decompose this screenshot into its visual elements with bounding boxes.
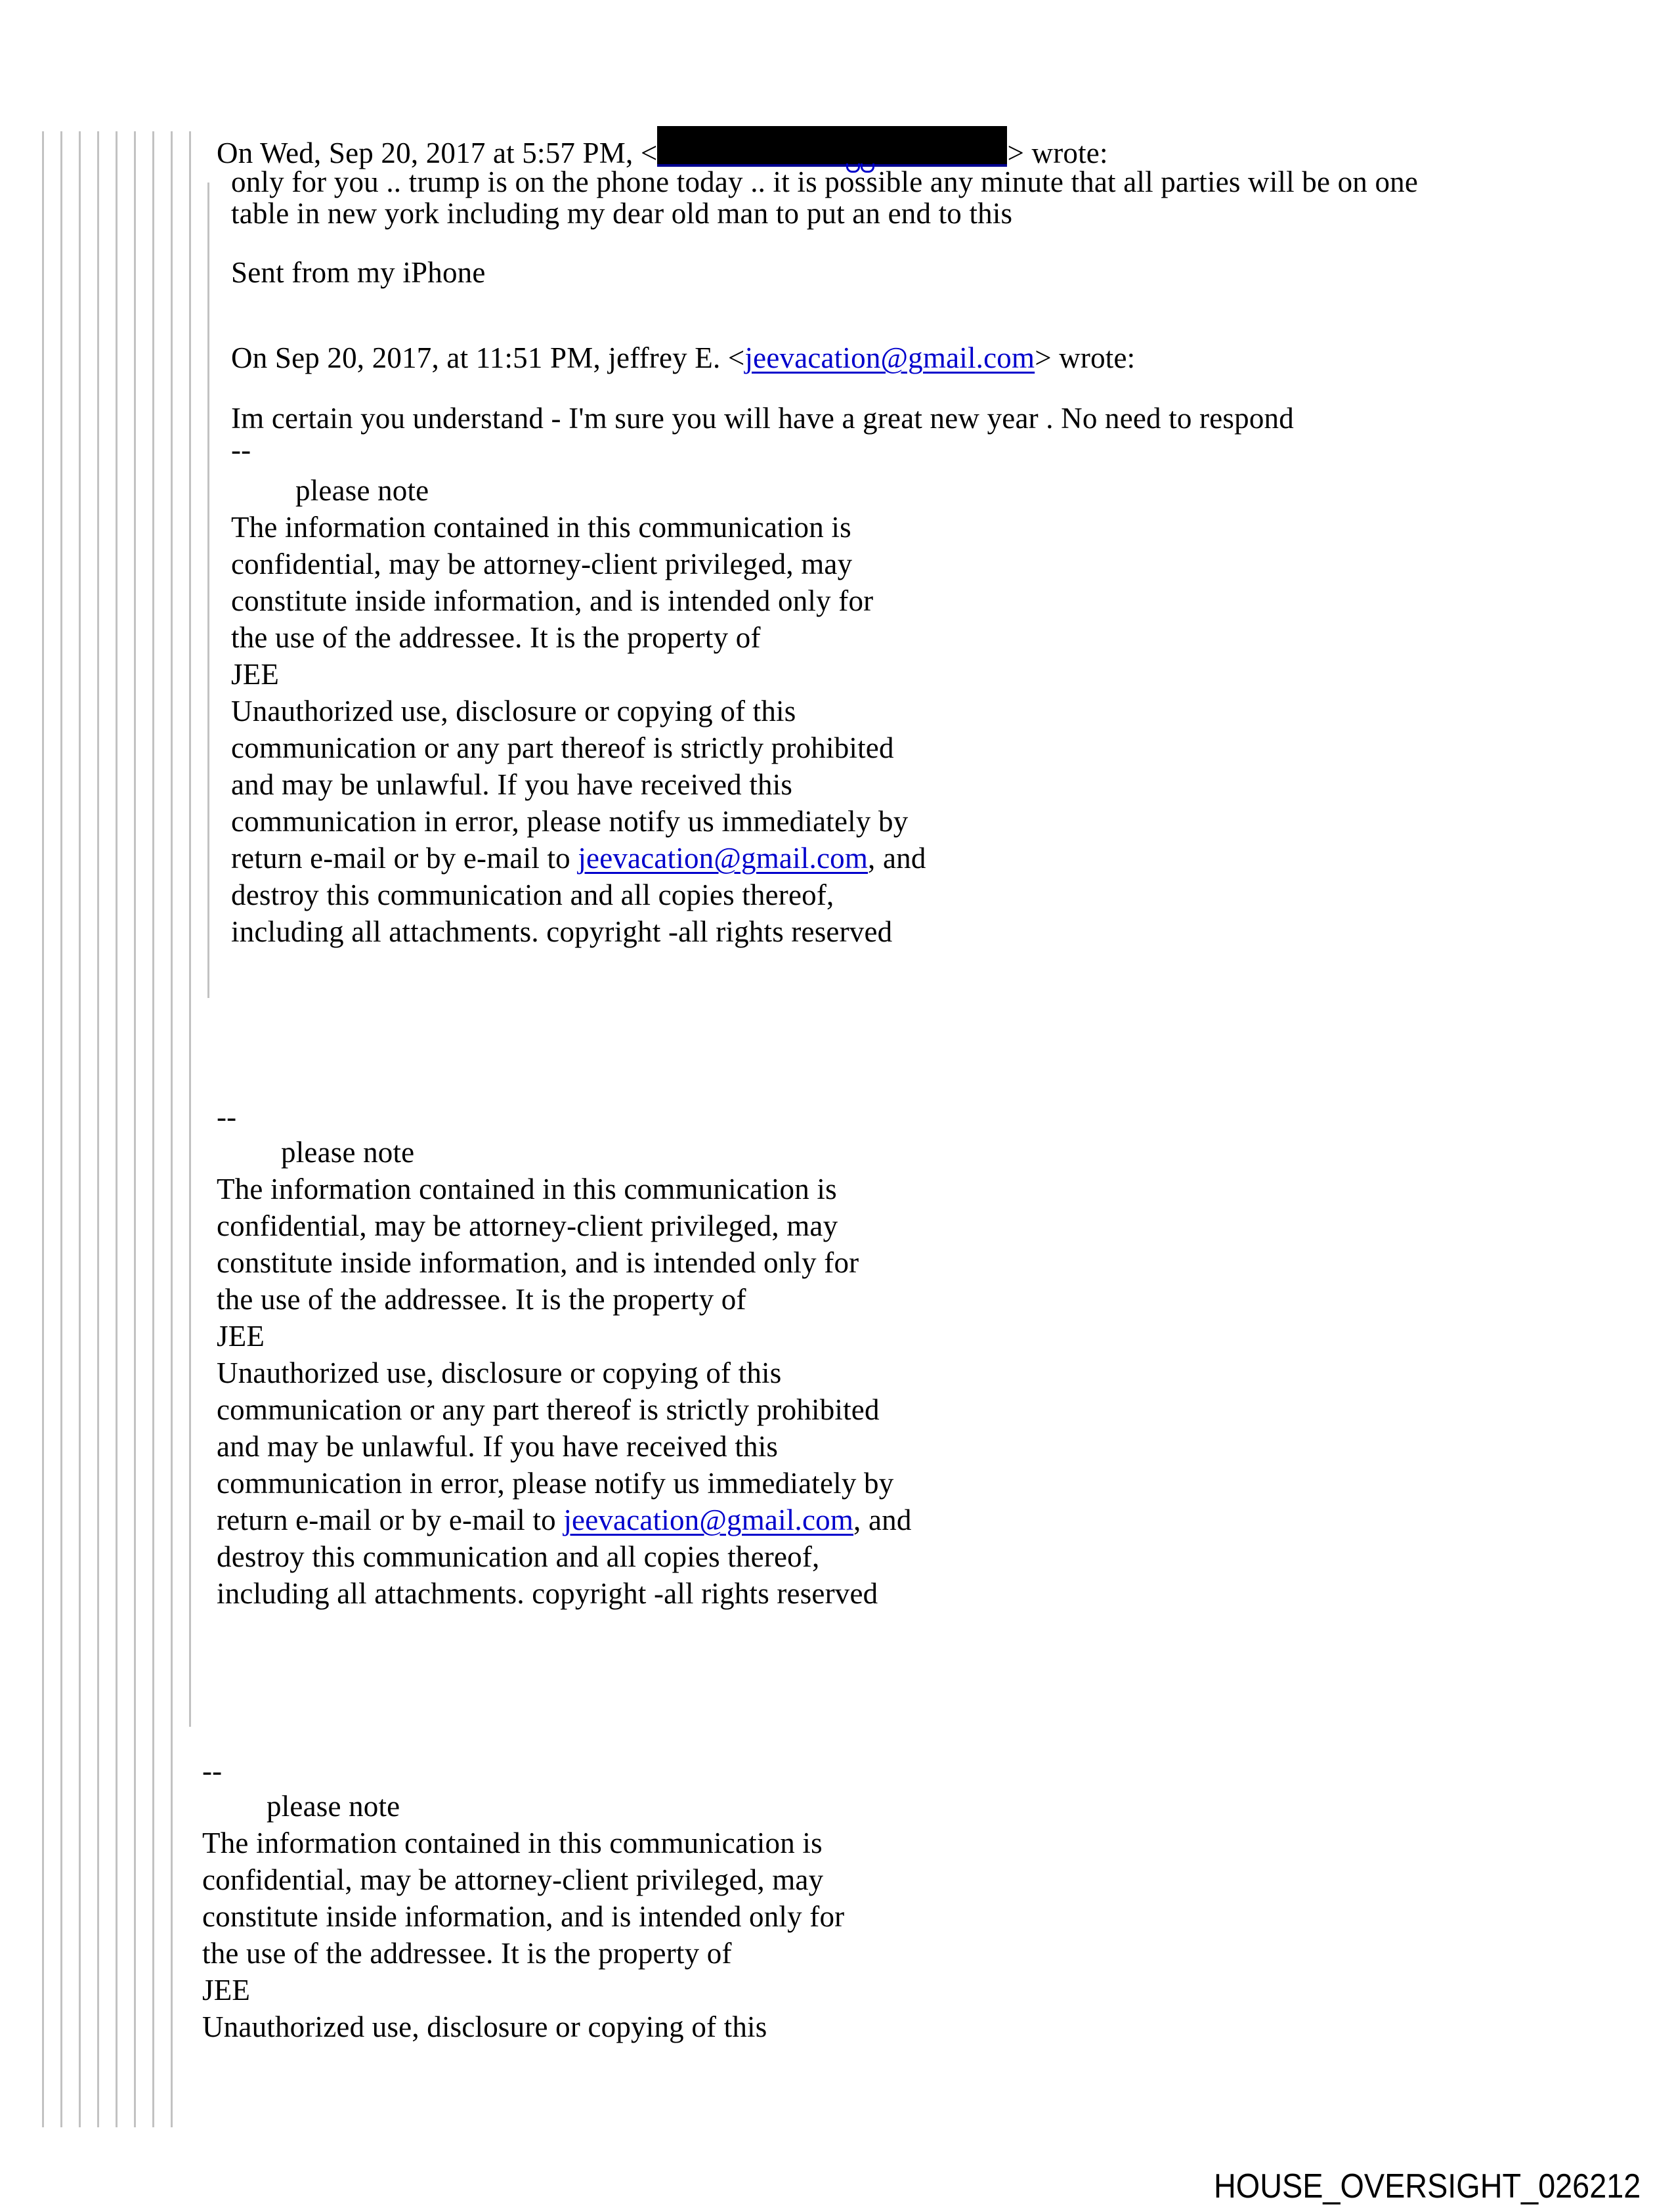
quote-bar (97, 131, 99, 2127)
disclaimer-line (202, 2010, 767, 2043)
text-span: Unauthorized use, disclosure or copying of this (231, 695, 796, 727)
disclaimer-line (217, 1540, 820, 1573)
text-span: and may be unlawful. If you have received this (231, 768, 793, 801)
email-link[interactable]: jeevacation@gmail.com (563, 1504, 854, 1536)
quote-bar (116, 131, 118, 2127)
disclaimer-line (231, 511, 851, 544)
text-span: Sent from my iPhone (231, 256, 486, 289)
text-span: please note (267, 1790, 400, 1823)
text-span: JEE (202, 1974, 251, 2006)
disclaimer-line (217, 1246, 859, 1279)
text-span: The information contained in this communication is (202, 1827, 823, 1859)
text-span: return e-mail or by e-mail to (231, 842, 578, 875)
bates-number: HOUSE_OVERSIGHT_026212 (1214, 2167, 1641, 2205)
inner-quote-header (231, 341, 1135, 374)
quote-bar (207, 183, 209, 998)
text-span: The information contained in this communication is (217, 1173, 837, 1205)
text-span: -- (231, 433, 251, 466)
quote-bar (79, 131, 81, 2127)
email-link[interactable]: jeevacation@gmail.com (578, 842, 869, 875)
quote-bar (60, 131, 62, 2127)
message-line (231, 402, 1294, 435)
text-span: destroy this communication and all copies thereof, (217, 1540, 820, 1573)
text-span: > wrote: (1007, 137, 1108, 169)
text-span: , and (868, 842, 926, 875)
disclaimer-line (231, 548, 852, 580)
message-line (231, 197, 1012, 230)
text-span: the use of the addressee. It is the property of (202, 1937, 732, 1970)
disclaimer-line (202, 1827, 823, 1859)
text-span: -- (217, 1100, 237, 1133)
text-span: Im certain you understand - I'm sure you will have a great new year . No need to respond (231, 402, 1294, 435)
text-span: destroy this communication and all copies thereof, (231, 878, 834, 911)
text-span: return e-mail or by e-mail to (217, 1504, 564, 1536)
text-span: The information contained in this communication is (231, 511, 851, 544)
text-span: communication or any part thereof is strictly prohibited (231, 731, 894, 764)
disclaimer-line (231, 768, 792, 801)
disclaimer-line (217, 1467, 893, 1500)
text-span: On Sep 20, 2017, at 11:51 PM, jeffrey E. < (231, 341, 745, 374)
quote-bar (42, 131, 44, 2127)
disclaimer-line (217, 1577, 878, 1610)
signature-separator (202, 1754, 222, 1787)
disclaimer-line (202, 1937, 732, 1970)
text-span: constitute inside information, and is intended only for (202, 1900, 845, 1933)
disclaimer-line (231, 805, 908, 838)
disclaimer-line (217, 1173, 837, 1205)
signature-separator (217, 1100, 236, 1133)
text-span: table in new york including my dear old man to put an end to this (231, 197, 1013, 230)
quote-bar (134, 131, 136, 2127)
text-span: confidential, may be attorney-client privileged, may (202, 1863, 824, 1896)
disclaimer-line (231, 731, 894, 764)
text-span: communication in error, please notify us immediately by (217, 1467, 894, 1500)
disclaimer-line (231, 878, 834, 911)
outer-quote-header (217, 126, 1108, 169)
disclaimer-line (202, 1863, 823, 1896)
disclaimer-line (202, 1900, 844, 1933)
quote-bar (171, 131, 173, 2127)
disclaimer-line (217, 1209, 838, 1242)
disclaimer-line (217, 1356, 781, 1389)
text-span: Unauthorized use, disclosure or copying of this (202, 2010, 767, 2043)
text-span: constitute inside information, and is intended only for (231, 584, 874, 617)
message-line (231, 165, 1418, 198)
disclaimer-line (231, 842, 926, 875)
text-span: confidential, may be attorney-client privileged, may (217, 1209, 838, 1242)
text-span: Unauthorized use, disclosure or copying of this (217, 1356, 782, 1389)
text-span: including all attachments. copyright -all rights reserved (217, 1577, 878, 1610)
quote-bar (189, 131, 191, 1727)
text-span: On Wed, Sep 20, 2017 at 5:57 PM, < (217, 137, 658, 169)
text-span: the use of the addressee. It is the property of (231, 621, 761, 654)
redaction-bar (657, 126, 1007, 167)
signature-line (231, 256, 486, 289)
disclaimer-line (231, 621, 761, 654)
disclaimer-note (281, 1136, 414, 1169)
disclaimer-line (202, 1974, 250, 2006)
disclaimer-note (295, 474, 429, 507)
text-span: including all attachments. copyright -all rights reserved (231, 915, 893, 948)
text-span: confidential, may be attorney-client privileged, may (231, 548, 853, 580)
text-span: -- (202, 1754, 223, 1787)
disclaimer-line (231, 915, 892, 948)
text-span: only for you .. trump is on the phone today .. it is possible any minute that all parties will be on one (231, 165, 1419, 198)
text-span: > wrote: (1035, 341, 1136, 374)
email-link[interactable]: jeevacation@gmail.com (744, 341, 1035, 374)
text-span: JEE (231, 658, 280, 691)
disclaimer-note (267, 1790, 400, 1823)
signature-separator (231, 433, 251, 466)
text-span: please note (295, 474, 429, 507)
text-span: constitute inside information, and is intended only for (217, 1246, 859, 1279)
text-span: and may be unlawful. If you have received this (217, 1430, 779, 1463)
text-span: JEE (217, 1320, 265, 1353)
quote-bar (152, 131, 154, 2127)
disclaimer-line (217, 1504, 912, 1536)
disclaimer-line (231, 695, 796, 727)
disclaimer-line (217, 1320, 265, 1353)
text-span: communication in error, please notify us immediately by (231, 805, 909, 838)
disclaimer-line (231, 584, 873, 617)
disclaimer-line (217, 1393, 880, 1426)
text-span: the use of the addressee. It is the property of (217, 1283, 746, 1316)
disclaimer-line (217, 1283, 746, 1316)
disclaimer-line (231, 658, 279, 691)
disclaimer-line (217, 1430, 778, 1463)
text-span: , and (853, 1504, 912, 1536)
text-span: please note (281, 1136, 415, 1169)
text-span: communication or any part thereof is strictly prohibited (217, 1393, 880, 1426)
